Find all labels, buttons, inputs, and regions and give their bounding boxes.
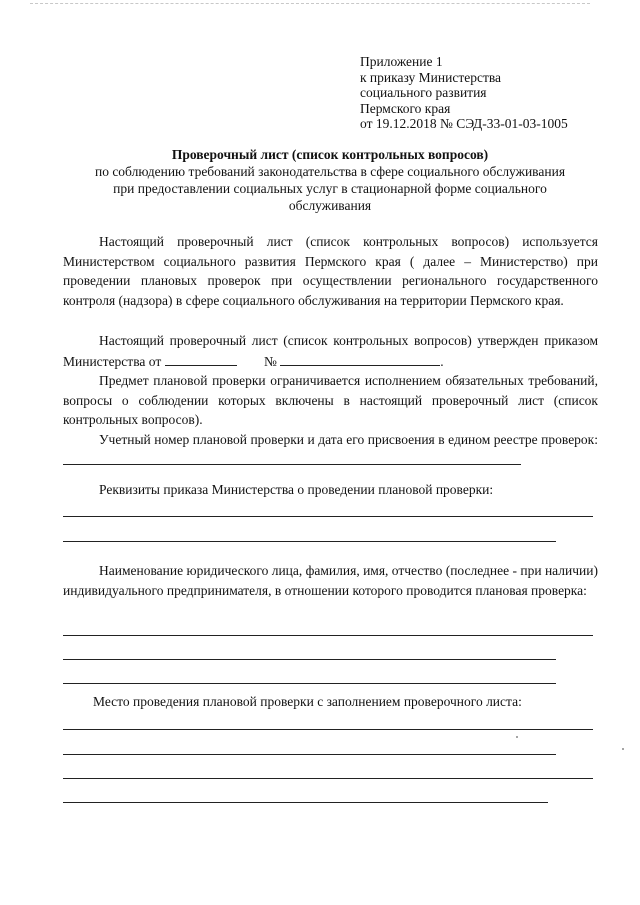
paragraph-order-details xyxy=(63,480,598,500)
paragraph-registry-text: Учетный номер плановой проверки и дата его присвоения в едином реестре проверок: xyxy=(99,432,598,447)
title-line-3: при предоставлении социальных услуг в стационарной форме социального xyxy=(113,181,547,196)
paragraph-location xyxy=(63,692,598,712)
scan-speck xyxy=(516,736,518,738)
approval-number-field[interactable] xyxy=(280,351,440,366)
appendix-number: Приложение 1 xyxy=(360,54,443,69)
order-details-field-2[interactable] xyxy=(63,541,556,542)
paragraph-subject-text: Предмет плановой проверки ограничивается исполнением обязательных требований, вопросы о соблюдении которых включены в настоящий проверочный лист (список контрольных вопросов). xyxy=(63,373,598,427)
appendix-region-line: Пермского края xyxy=(360,100,451,116)
appendix-date-line: от 19.12.2018 № СЭД-33-01-03-1005 xyxy=(360,116,568,131)
paragraph-approval xyxy=(63,331,598,371)
appendix-ministry-line: социального развития xyxy=(360,85,487,100)
title-line-2: по соблюдению требований законодательства в сфере социального обслуживания xyxy=(94,164,566,179)
paragraph-subject xyxy=(63,371,598,430)
registry-number-field[interactable] xyxy=(63,450,521,465)
approval-number-sign: № xyxy=(264,353,277,369)
paragraph-registry xyxy=(63,430,598,470)
document-title xyxy=(55,146,605,214)
entity-name-field-3[interactable] xyxy=(63,683,556,684)
appendix-order-line: к приказу Министерства xyxy=(360,69,502,85)
entity-name-field-2[interactable] xyxy=(63,659,556,660)
entity-name-field-1[interactable] xyxy=(63,635,593,636)
title-line-4: обслуживания xyxy=(288,198,372,213)
order-details-field-1[interactable] xyxy=(63,516,593,517)
location-field-1[interactable] xyxy=(63,729,593,730)
approval-date-field[interactable] xyxy=(165,351,237,366)
scan-speck xyxy=(622,748,624,750)
paragraph-location-text: Место проведения плановой проверки с заполнением проверочного листа: xyxy=(93,694,522,709)
paragraph-purpose xyxy=(63,232,598,310)
approval-end-period: . xyxy=(440,353,444,369)
paragraph-purpose-text: Настоящий проверочный лист (список контрольных вопросов) используется Министерством социального развития Пермского края ( далее – Министерство) при проведении плановых проверок при осуществлении регионального государственного контроля (надзора) в сфере социального обслуживания на территории Пермского края. xyxy=(63,234,598,308)
paragraph-entity-name-text: Наименование юридического лица, фамилия, имя, отчество (последнее - при наличии) индивидуального предпринимателя, в отношении которого проводится плановая проверка: xyxy=(63,563,598,598)
paragraph-order-details-text: Реквизиты приказа Министерства о проведении плановой проверки: xyxy=(99,482,494,497)
location-field-4[interactable] xyxy=(63,802,548,803)
title-heading: Проверочный лист (список контрольных вопросов) xyxy=(171,147,489,162)
scan-artifact-line xyxy=(30,3,590,4)
location-field-3[interactable] xyxy=(63,778,593,779)
location-field-2[interactable] xyxy=(63,754,556,755)
appendix-reference xyxy=(360,54,568,132)
paragraph-entity-name xyxy=(63,561,598,600)
paragraph-approval-text: Настоящий проверочный лист (список контрольных вопросов) утвержден приказом Министерства от xyxy=(63,333,598,369)
